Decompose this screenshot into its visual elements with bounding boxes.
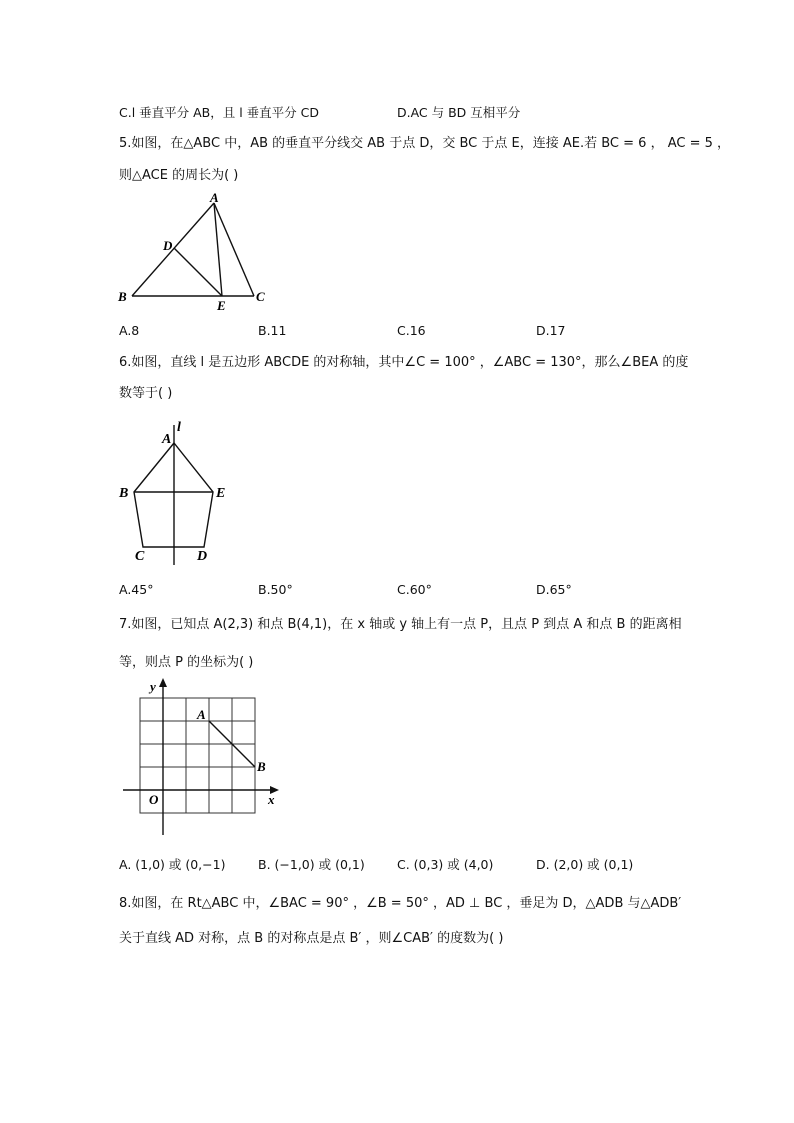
- label-b: B: [257, 759, 266, 774]
- q7-option-b: B. (−1,0) 或 (0,1): [258, 857, 365, 872]
- q7-stem-line2: 等，则点 P 的坐标为( ): [119, 655, 254, 670]
- label-l: l: [177, 420, 181, 435]
- label-a: A: [162, 432, 172, 447]
- q5-stem-line2: 则△ACE 的周长为( ): [119, 168, 239, 183]
- q7-option-c: C. (0,3) 或 (4,0): [397, 857, 494, 872]
- q4-option-d: D.AC 与 BD 互相平分: [397, 105, 521, 120]
- q4-option-c: C.l 垂直平分 AB，且 l 垂直平分 CD: [119, 105, 319, 120]
- q7-option-a: A. (1,0) 或 (0,−1): [119, 857, 226, 872]
- q8-stem-line2: 关于直线 AD 对称，点 B 的对称点是点 B′ ，则∠CAB′ 的度数为( ): [119, 931, 504, 946]
- q8-stem-line1: 8.如图，在 Rt△ABC 中，∠BAC = 90° ，∠B = 50° ，AD ⊥ BC ，垂足为 D，△ADB 与△ADB′: [119, 896, 682, 911]
- label-e: E: [217, 298, 226, 313]
- q6-option-b: B.50°: [258, 582, 293, 597]
- label-c: C: [256, 289, 265, 304]
- q7-stem-line1: 7.如图，已知点 A(2,3) 和点 B(4,1)，在 x 轴或 y 轴上有一点 P，且点 P 到点 A 和点 B 的距离相: [119, 617, 682, 632]
- q5-option-c: C.16: [397, 323, 426, 338]
- q5-triangle-figure: [112, 188, 282, 313]
- q6-option-d: D.65°: [536, 582, 572, 597]
- label-d: D: [163, 238, 173, 253]
- label-c: C: [135, 549, 145, 564]
- q6-option-a: A.45°: [119, 582, 154, 597]
- label-b: B: [118, 289, 127, 304]
- q6-pentagon-figure: [112, 415, 242, 570]
- segment-ae: [214, 203, 222, 296]
- q5-option-a: A.8: [119, 323, 140, 338]
- label-y: y: [150, 679, 156, 694]
- label-e: E: [216, 486, 226, 501]
- segment-ac: [214, 203, 254, 296]
- label-b: B: [119, 486, 129, 501]
- q7-coordinate-grid-figure: [115, 675, 285, 845]
- q6-stem-line1: 6.如图，直线 l 是五边形 ABCDE 的对称轴，其中∠C = 100° ，∠ABC = 130°，那么∠BEA 的度: [119, 355, 689, 370]
- segment-de: [174, 248, 222, 296]
- label-o: O: [149, 792, 159, 807]
- y-axis-arrow-icon: [159, 678, 167, 687]
- q5-option-b: B.11: [258, 323, 287, 338]
- q6-stem-line2: 数等于( ): [119, 386, 173, 401]
- q7-option-d: D. (2,0) 或 (0,1): [536, 857, 634, 872]
- label-a: A: [197, 707, 206, 722]
- segment-ab: [132, 203, 214, 296]
- label-x: x: [268, 792, 275, 807]
- q6-option-c: C.60°: [397, 582, 432, 597]
- label-a: A: [210, 190, 219, 205]
- q5-option-d: D.17: [536, 323, 566, 338]
- label-d: D: [197, 549, 208, 564]
- q5-stem-line1: 5.如图，在△ABC 中，AB 的垂直平分线交 AB 于点 D，交 BC 于点 E，连接 AE.若 BC = 6 ， AC = 5 ，: [119, 136, 731, 151]
